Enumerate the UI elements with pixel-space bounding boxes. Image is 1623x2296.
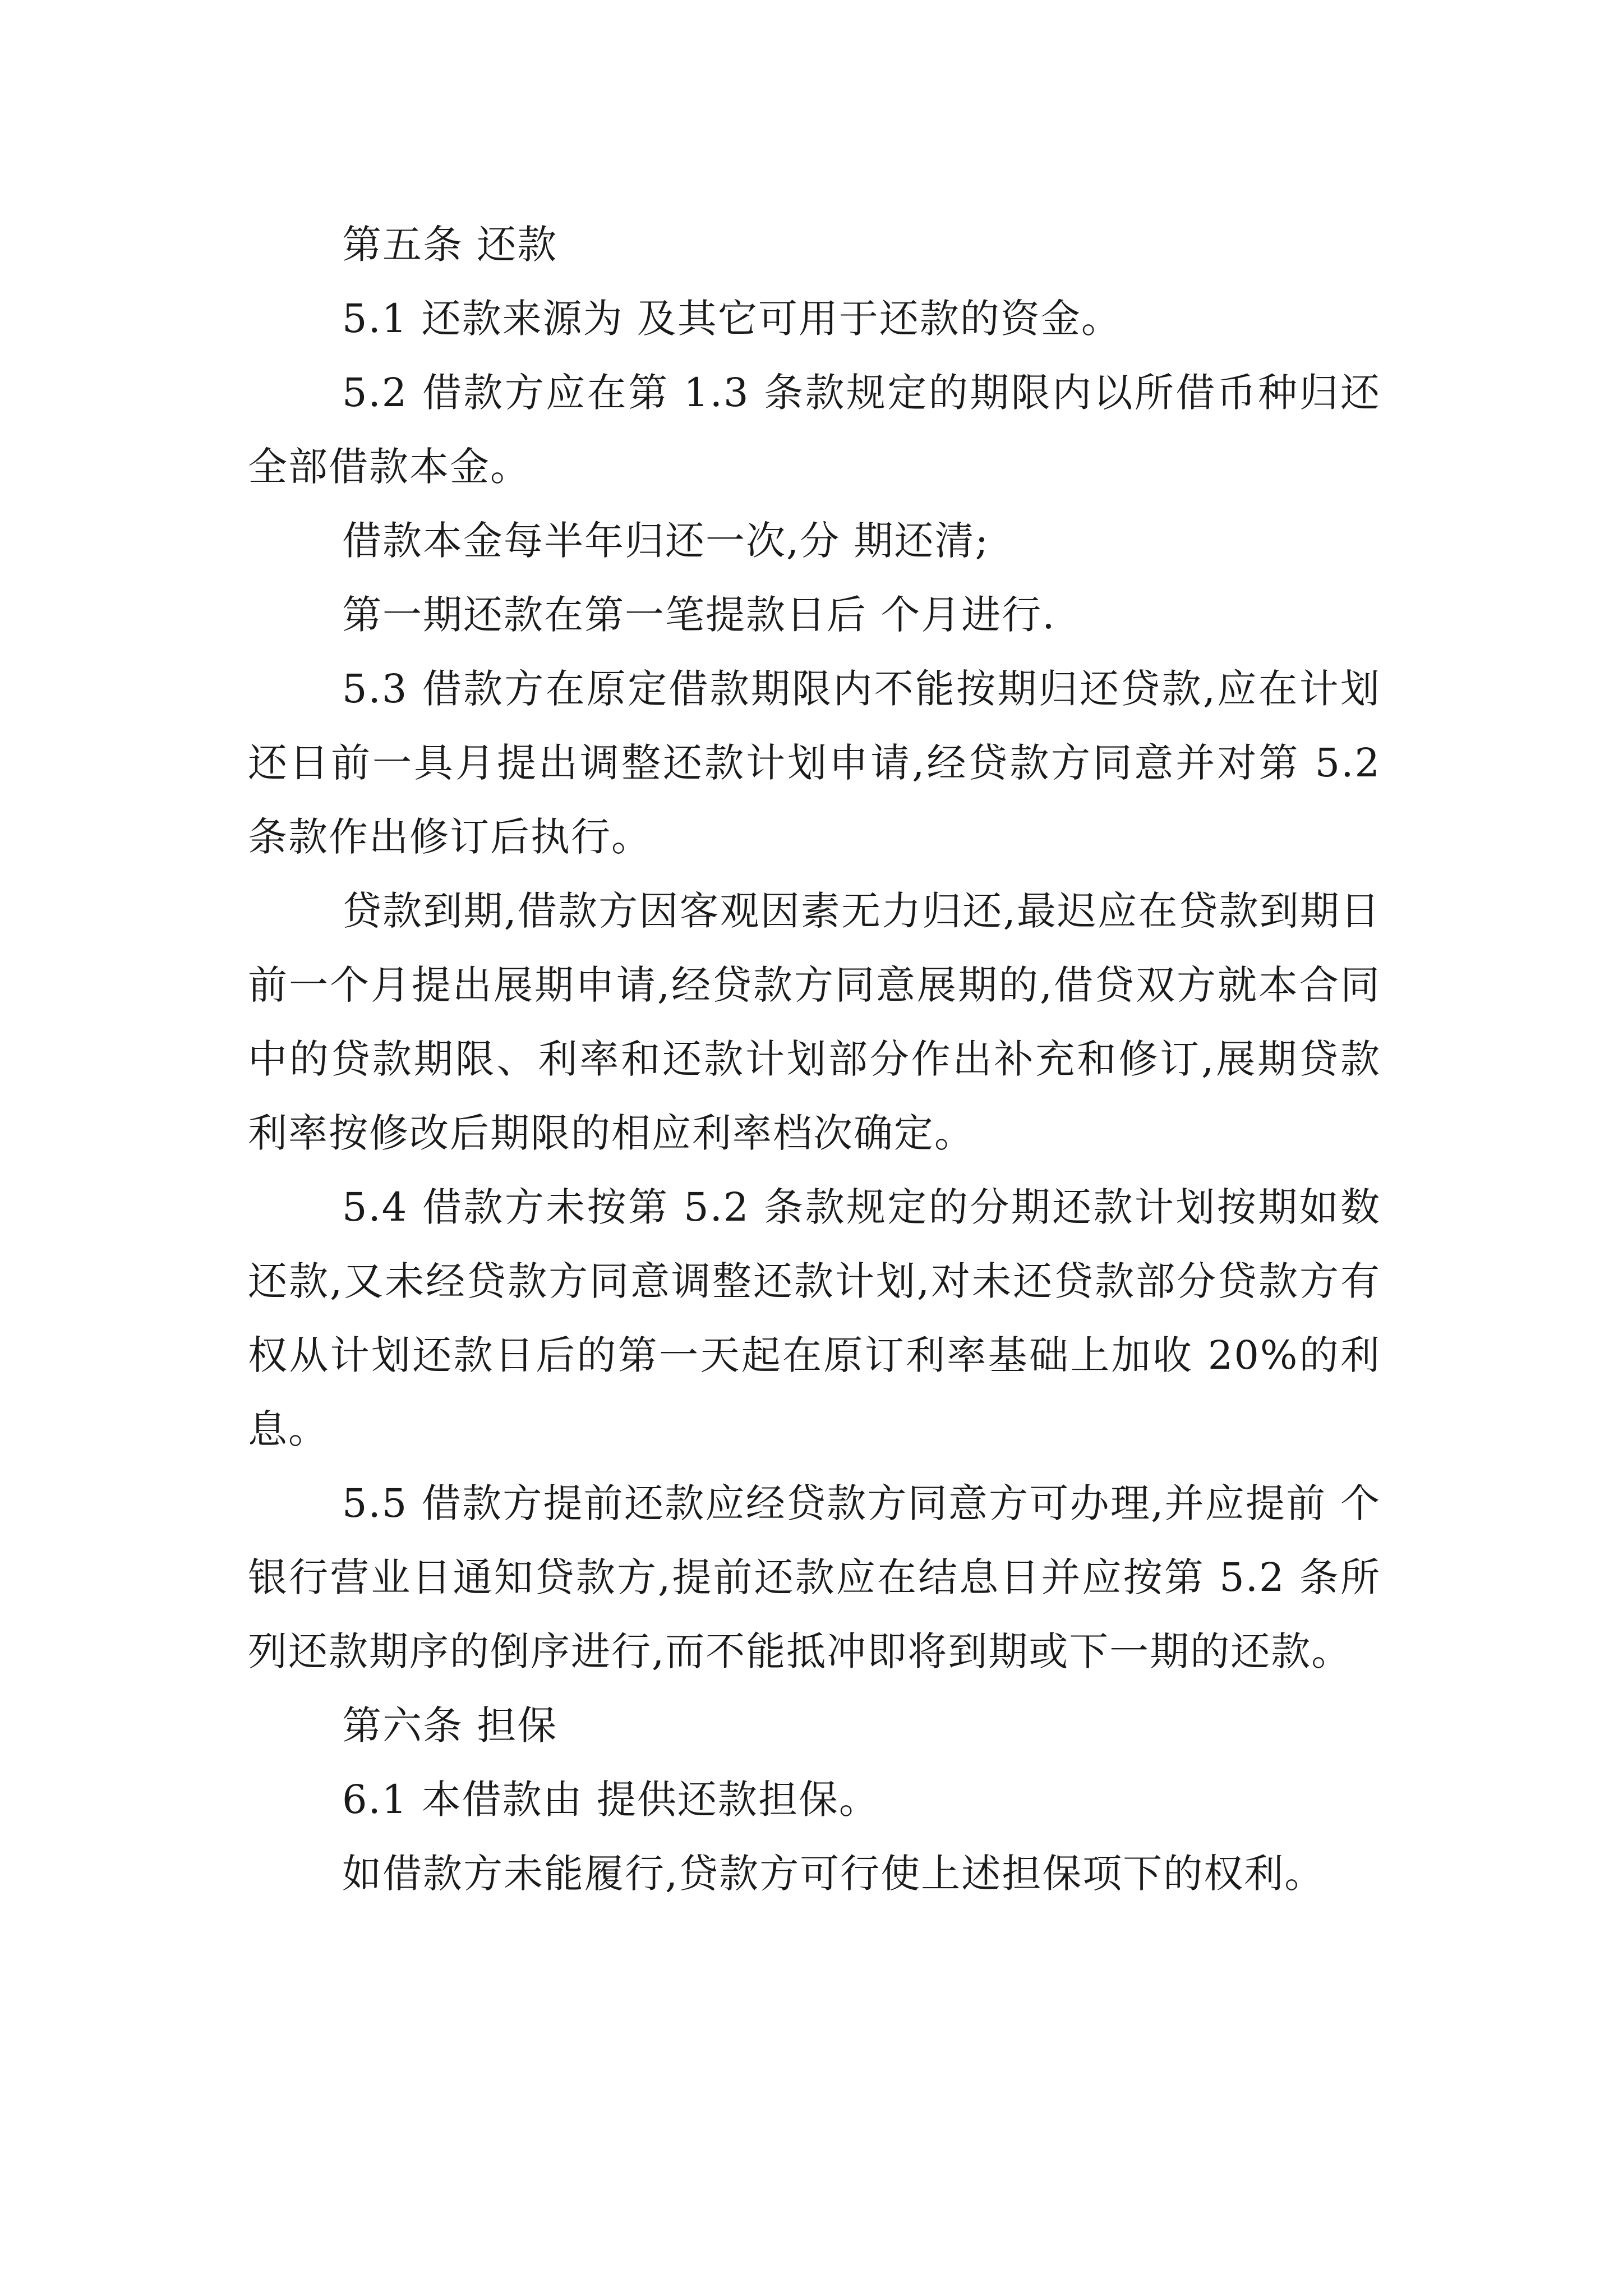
article-five-heading: 第五条 还款 — [342, 222, 558, 268]
clause-5-1: 5.1 还款来源为 及其它可用于还款的资金。 — [342, 296, 1122, 342]
clause-5-3-extension: 贷款到期,借款方因客观因素无力归还,最迟应在贷款到期日前一个月提出展期申请,经贷款方同意展期的,借贷双方就本合同中的贷款期限、利率和还款计划部分作出补充和修订,展期贷款利率按修改后期限的相应利率档次确定。 — [248, 888, 1381, 1156]
clause-5-4: 5.4 借款方未按第 5.2 条款规定的分期还款计划按期如数还款,又未经贷款方同意调整还款计划,对未还贷款部分贷款方有权从计划还款日后的第一天起在原订利率基础上加收 20%的利息。 — [248, 1184, 1381, 1452]
clause-5-5: 5.5 借款方提前还款应经贷款方同意方可办理,并应提前 个银行营业日通知贷款方,提前还款应在结息日并应按第 5.2 条所列还款期序的倒序进行,而不能抵冲即将到期或下一期的还款。 — [248, 1480, 1381, 1674]
clause-6-1: 6.1 本借款由 提供还款担保。 — [342, 1777, 879, 1823]
clause-6-1-rights: 如借款方未能履行,贷款方可行使上述担保项下的权利。 — [342, 1851, 1325, 1897]
clause-5-2-installments: 借款本金每半年归还一次,分 期还清; — [342, 518, 990, 564]
article-six-heading: 第六条 担保 — [342, 1703, 558, 1749]
document-body — [248, 208, 1381, 1911]
clause-5-3: 5.3 借款方在原定借款期限内不能按期归还贷款,应在计划还日前一具月提出调整还款计划申请,经贷款方同意并对第 5.2 条款作出修订后执行。 — [248, 666, 1381, 860]
clause-5-2: 5.2 借款方应在第 1.3 条款规定的期限内以所借币种归还全部借款本金。 — [248, 370, 1381, 490]
clause-5-2-first-payment: 第一期还款在第一笔提款日后 个月进行. — [342, 592, 1056, 638]
